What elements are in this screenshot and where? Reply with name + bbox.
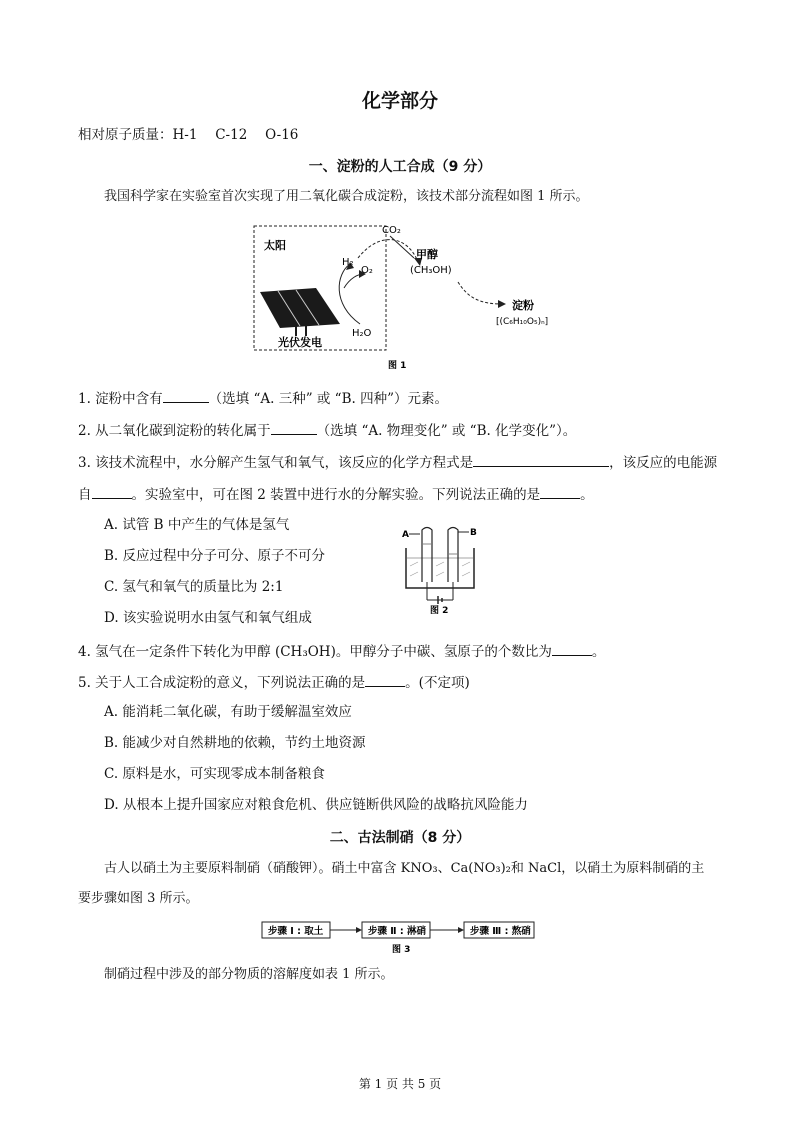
q3-energy-blank[interactable] — [92, 484, 132, 499]
step1-label: 步骤 Ⅰ : 取土 — [268, 926, 324, 937]
section2-intro-line1: 古人以硝土为主要原料制硝（硝酸钾）。硝土中富含 KNO₃、Ca(NO₃)₂和 NaCl，以硝土为原料制硝的主 — [104, 861, 705, 876]
co2-label: CO₂ — [382, 225, 401, 236]
sun-label: 太阳 — [264, 239, 286, 252]
q3-line2: 自 。实验室中，可在图 2 装置中进行水的分解实验。下列说法正确的是 。 — [78, 484, 594, 504]
methanol-to-starch-arrow — [458, 282, 502, 304]
step3-label: 步骤 Ⅲ : 熬硝 — [470, 926, 531, 937]
methanol-label: 甲醇 — [416, 248, 438, 261]
figure3-flow — [260, 918, 540, 960]
figure3-caption: 图 3 — [392, 945, 411, 955]
q3-option-b: B. 反应过程中分子可分、原子不可分 — [104, 548, 326, 564]
q5: 5. 关于人工合成淀粉的意义，下列说法正确的是 。(不定项) — [78, 672, 470, 692]
q4-answer-blank[interactable] — [552, 641, 592, 656]
beaker — [406, 548, 474, 588]
q1-answer-blank[interactable] — [163, 388, 209, 403]
q3-line1: 3. 该技术流程中，水分解产生氢气和氧气，该反应的化学方程式是 ，该反应的电能源 — [78, 452, 717, 472]
section2-heading: 二、古法制硝（8 分） — [329, 830, 471, 846]
q1: 1. 淀粉中含有 （选填 “A. 三种” 或 “B. 四种”）元素。 — [78, 388, 448, 408]
page-footer: 第 1 页 共 5 页 — [358, 1077, 442, 1091]
o2-label: O₂ — [361, 265, 373, 276]
starch-formula: [(C₆H₁₀O₅)ₙ] — [496, 317, 549, 327]
page-title: 化学部分 — [361, 90, 438, 112]
q3-choice-blank[interactable] — [540, 484, 580, 499]
table-intro: 制硝过程中涉及的部分物质的溶解度如表 1 所示。 — [104, 967, 394, 982]
figure1-caption: 图 1 — [388, 361, 407, 371]
q3-equation-blank[interactable] — [473, 452, 609, 467]
q5-option-a: A. 能消耗二氧化碳，有助于缓解温室效应 — [104, 704, 352, 720]
h2-to-methanol-arrow — [358, 240, 418, 262]
starch-label: 淀粉 — [512, 299, 534, 312]
figure2-apparatus — [400, 522, 482, 614]
section1-intro: 我国科学家在实验室首次实现了用二氧化碳合成淀粉，该技术部分流程如图 1 所示。 — [104, 189, 589, 204]
q4: 4. 氢气在一定条件下转化为甲醇 (CH₃OH)。甲醇分子中碳、氢原子的个数比为 。 — [78, 641, 605, 661]
pv-label: 光伏发电 — [278, 336, 322, 349]
section2-intro-line2: 要步骤如图 3 所示。 — [78, 891, 199, 906]
q2: 2. 从二氧化碳到淀粉的转化属于 （选填 “A. 物理变化” 或 “B. 化学变化”）。 — [78, 420, 576, 440]
step2-label: 步骤 Ⅱ : 淋硝 — [368, 926, 426, 937]
methanol-formula: (CH₃OH) — [410, 265, 452, 276]
q5-option-b: B. 能减少对自然耕地的依赖，节约土地资源 — [104, 735, 366, 751]
electrolysis-curve — [339, 264, 360, 324]
figure2-caption: 图 2 — [430, 606, 449, 614]
q2-answer-blank[interactable] — [271, 420, 317, 435]
tube-a — [422, 528, 432, 583]
section1-heading: 一、淀粉的人工合成（9 分） — [308, 159, 492, 175]
q3-option-a: A. 试管 B 中产生的气体是氢气 — [104, 517, 290, 533]
q5-option-d: D. 从根本上提升国家应对粮食危机、供应链断供风险的战略抗风险能力 — [104, 797, 528, 813]
tube-b-label: B — [470, 528, 477, 538]
solar-panel-icon — [260, 288, 340, 328]
q3-option-d: D. 该实验说明水由氢气和氧气组成 — [104, 610, 312, 626]
h2o-label: H₂O — [352, 328, 372, 339]
tube-a-label: A — [402, 530, 409, 540]
q5-option-c: C. 原料是水，可实现零成本制备粮食 — [104, 766, 325, 782]
q5-answer-blank[interactable] — [365, 672, 405, 687]
h2-label: H₂ — [342, 257, 354, 268]
figure1-diagram — [240, 218, 570, 374]
tube-b — [448, 528, 458, 583]
atomic-mass-line: 相对原子质量：H-1 C-12 O-16 — [78, 127, 299, 143]
q3-option-c: C. 氢气和氧气的质量比为 2:1 — [104, 579, 284, 595]
